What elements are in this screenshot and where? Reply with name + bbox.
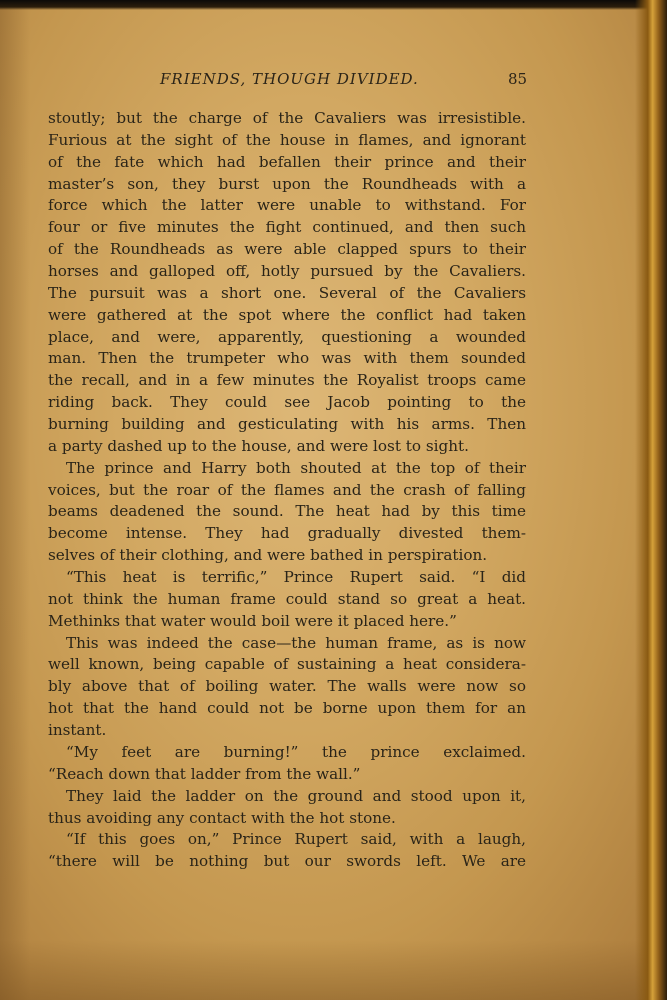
text-line: riding back. They could see Jacob pointing to the bbox=[48, 393, 526, 412]
text-line: bly above that of boiling water. The walls were now so bbox=[48, 677, 526, 696]
text-line: not think the human frame could stand so great a heat. bbox=[48, 589, 526, 608]
text-line: a party dashed up to the house, and were lost to sight. bbox=[48, 436, 469, 455]
text-line: “This heat is terrific,” Prince Rupert said. “I did bbox=[66, 568, 526, 587]
text-line: The prince and Harry both shouted at the top of their bbox=[66, 458, 526, 477]
page-edge-shadow bbox=[0, 0, 30, 1000]
text-line: man. Then the trumpeter who was with them sounded bbox=[48, 349, 526, 368]
text-line: master’s son, they burst upon the Roundheads with a bbox=[48, 174, 526, 193]
text-line: were gathered at the spot where the conflict had taken bbox=[48, 305, 526, 324]
text-line: thus avoiding any contact with the hot stone. bbox=[48, 808, 396, 827]
text-line: instant. bbox=[48, 721, 107, 740]
text-line: of the Roundheads as were able clapped spurs to their bbox=[48, 240, 526, 259]
text-line: selves of their clothing, and were bathed in perspiration. bbox=[48, 546, 488, 565]
text-line: This was indeed the case—the human frame, as is now bbox=[66, 633, 526, 652]
text-line: place, and were, apparently, questioning a wounded bbox=[48, 327, 526, 346]
text-line: They laid the ladder on the ground and stood upon it, bbox=[66, 786, 526, 805]
text-line: of the fate which had befallen their prince and their bbox=[48, 152, 526, 171]
bottom-shadow bbox=[0, 940, 667, 1000]
running-title: FRIENDS, THOUGH DIVIDED. bbox=[160, 70, 419, 88]
text-line: stoutly; but the charge of the Cavaliers was irresistible. bbox=[48, 109, 526, 127]
text-line: “Reach down that ladder from the wall.” bbox=[48, 764, 361, 783]
text-line: burning building and gesticulating with his arms. Then bbox=[48, 415, 526, 434]
text-line: “My feet are burning!” the prince exclaimed. bbox=[66, 742, 526, 761]
text-line: “there will be nothing but our swords left. We are bbox=[48, 852, 526, 871]
text-line: well known, being capable of sustaining a heat considera- bbox=[48, 655, 526, 674]
top-edge bbox=[0, 0, 667, 10]
book-spine-edge bbox=[635, 0, 667, 1000]
text-line: the recall, and in a few minutes the Royalist troops came bbox=[48, 371, 526, 390]
body-text bbox=[48, 108, 526, 873]
text-line: force which the latter were unable to withstand. For bbox=[48, 196, 526, 215]
text-line: voices, but the roar of the flames and the crash of falling bbox=[48, 480, 526, 499]
text-line: Furious at the sight of the house in flames, and ignorant bbox=[48, 130, 526, 149]
text-line: “If this goes on,” Prince Rupert said, with a laugh, bbox=[66, 830, 526, 849]
text-line: hot that the hand could not be borne upon them for an bbox=[48, 699, 526, 718]
running-head bbox=[0, 70, 667, 94]
text-line: become intense. They had gradually divested them- bbox=[48, 524, 526, 543]
text-line: Methinks that water would boil were it placed here.” bbox=[48, 611, 457, 630]
text-line: four or five minutes the fight continued, and then such bbox=[48, 218, 526, 237]
text-line: The pursuit was a short one. Several of the Cavaliers bbox=[48, 283, 526, 302]
text-line: horses and galloped off, hotly pursued by the Cavaliers. bbox=[48, 262, 526, 281]
text-line: beams deadened the sound. The heat had by this time bbox=[48, 502, 526, 521]
page-number: 85 bbox=[508, 70, 528, 88]
